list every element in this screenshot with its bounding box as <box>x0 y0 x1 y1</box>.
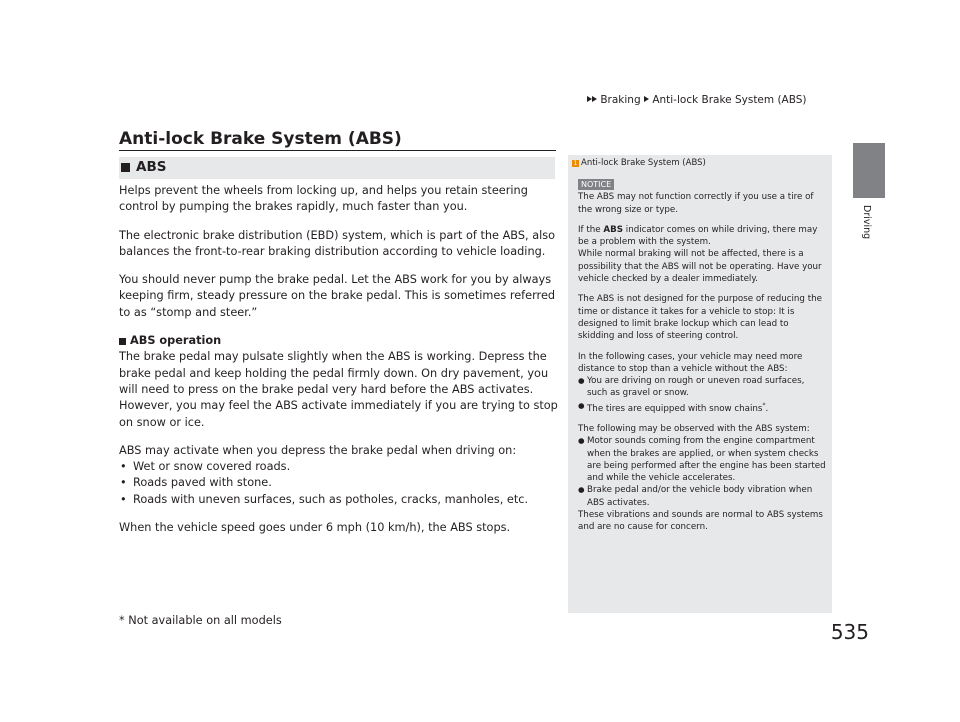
paragraph: The following may be observed with the ABS system: <box>578 423 810 434</box>
breadcrumb-item[interactable]: Braking <box>600 94 641 106</box>
case-list <box>578 375 826 415</box>
list-item: ● You are driving on rough or uneven road surfaces, such as gravel or snow. <box>578 375 826 400</box>
breadcrumb-item[interactable]: Anti-lock Brake System (ABS) <box>652 94 807 106</box>
condition-list <box>119 459 559 508</box>
footnote: * Not available on all models <box>119 614 282 627</box>
arrow-icon <box>592 96 597 102</box>
sidebar-header: 1 Anti-lock Brake System (ABS) <box>573 158 706 168</box>
page-number: 535 <box>830 620 869 644</box>
sidebar-content <box>578 179 826 534</box>
breadcrumb <box>587 94 807 106</box>
abs-indicator-label: ABS <box>603 224 624 235</box>
list-item: • Roads paved with stone. <box>119 475 559 491</box>
observation-list <box>578 435 826 509</box>
list-item: • Wet or snow covered roads. <box>119 459 559 475</box>
info-sidebar <box>568 155 832 613</box>
page-title: Anti-lock Brake System (ABS) <box>119 129 402 149</box>
chapter-label: Driving <box>861 205 872 240</box>
paragraph: Helps prevent the wheels from locking up, and helps you retain steering control by pumping the brakes rapidly, much faster than you. <box>119 184 528 214</box>
subheading: ABS operation <box>119 333 559 349</box>
list-item: • Roads with uneven surfaces, such as potholes, cracks, manholes, etc. <box>119 492 559 508</box>
paragraph: These vibrations and sounds are normal to ABS systems and are no cause for concern. <box>578 510 823 533</box>
list-item: ● The tires are equipped with snow chains*. <box>578 400 826 415</box>
reference-number-icon: 1 <box>573 159 578 167</box>
paragraph: The electronic brake distribution (EBD) system, which is part of the ABS, also balances the front-to-rear braking distribution according to vehicle loading. <box>119 228 556 258</box>
section-label: ABS <box>136 159 167 175</box>
paragraph: If the ABS indicator comes on while driving, there may be a problem with the system. <box>578 224 818 248</box>
paragraph: The ABS may not function correctly if you use a tire of the wrong size or type. <box>578 192 814 215</box>
list-item: ● Brake pedal and/or the vehicle body vibration when ABS activates. <box>578 484 826 509</box>
paragraph: In the following cases, your vehicle may need more distance to stop than a vehicle without the ABS: <box>578 351 803 374</box>
paragraph: ABS may activate when you depress the brake pedal when driving on: <box>119 443 517 457</box>
title-divider <box>119 150 556 151</box>
main-text <box>119 183 559 536</box>
paragraph: The ABS is not designed for the purpose of reducing the time or distance it takes for a vehicle to stop: It is designed to limit brake lockup which can lead to skidding and loss of steering control. <box>578 294 822 342</box>
notice-badge: NOTICE <box>578 179 614 190</box>
arrow-icon <box>644 96 649 102</box>
square-bullet-icon <box>121 163 130 172</box>
paragraph: You should never pump the brake pedal. Let the ABS work for you by always keeping firm, steady pressure on the brake pedal. This is sometimes referred to as “stomp and steer.” <box>119 273 556 319</box>
footnote-marker[interactable]: * <box>762 401 766 409</box>
paragraph: The brake pedal may pulsate slightly when the ABS is working. Depress the brake pedal and keep holding the pedal firmly down. On dry pavement, you will need to press on the brake pedal very hard before the ABS activates. However, you may feel the ABS activate immediately if you are trying to stop on snow or ice. <box>119 350 558 429</box>
square-bullet-icon <box>119 338 126 345</box>
chapter-tab[interactable] <box>853 143 885 198</box>
paragraph: While normal braking will not be affected, there is a possibility that the ABS will not be operating. Have your vehicle checked by a dealer immediately. <box>578 249 822 285</box>
list-item: ● Motor sounds coming from the engine compartment when the brakes are applied, or when system checks are being performed after the engine has been started and while the vehicle accelerates. <box>578 435 826 484</box>
paragraph: When the vehicle speed goes under 6 mph (10 km/h), the ABS stops. <box>119 521 511 535</box>
section-header <box>119 157 555 179</box>
